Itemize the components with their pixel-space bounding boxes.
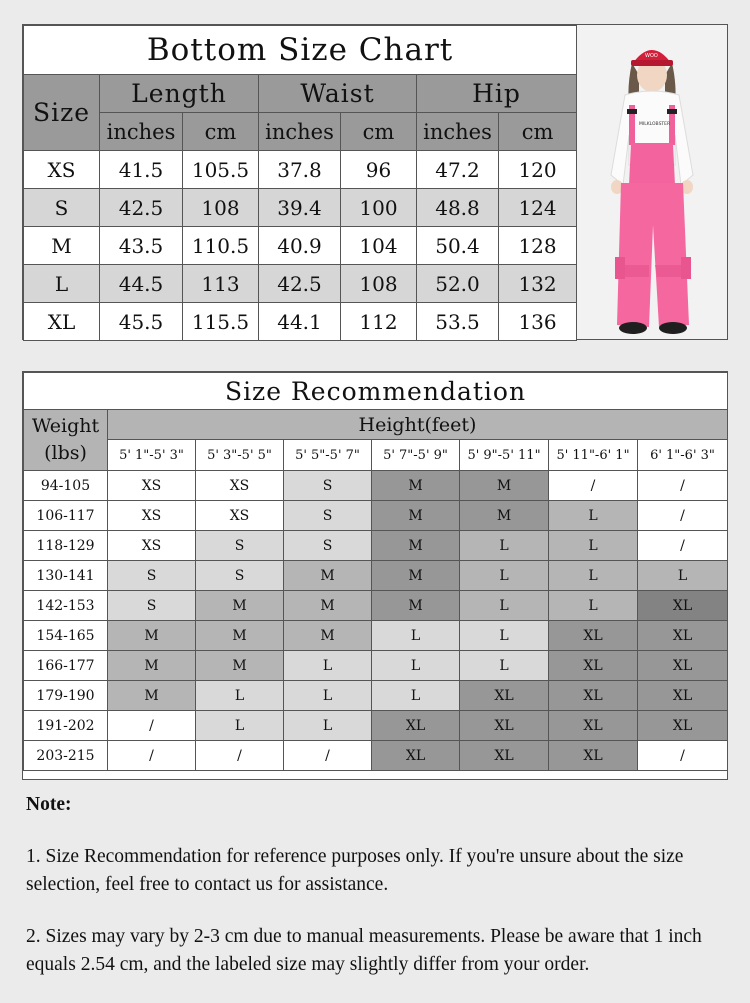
recommended-size-cell: M [108, 651, 196, 681]
notes-title: Note: [26, 794, 72, 815]
recommended-size-cell: L [372, 621, 460, 651]
size-label: L [24, 265, 100, 303]
unit-header: cm [341, 113, 417, 151]
recommended-size-cell: M [284, 591, 372, 621]
table-cell: 53.5 [417, 303, 499, 341]
recommended-size-cell: / [108, 711, 196, 741]
unit-header: cm [183, 113, 259, 151]
recommended-size-cell: L [460, 621, 549, 651]
table-row [24, 561, 728, 591]
weight-range: 130-141 [24, 561, 108, 591]
table-row [24, 151, 577, 189]
unit-header: inches [259, 113, 341, 151]
table-row [24, 741, 728, 771]
height-range-header: 5' 7"-5' 9" [372, 440, 460, 471]
recommended-size-cell: XL [460, 741, 549, 771]
recommended-size-cell: L [638, 561, 728, 591]
recommended-size-cell: M [460, 471, 549, 501]
weight-range: 191-202 [24, 711, 108, 741]
size-header: Size [24, 75, 100, 151]
table-cell: 41.5 [100, 151, 183, 189]
recommended-size-cell: / [284, 741, 372, 771]
recommended-size-cell: XL [549, 681, 638, 711]
chart-title: Bottom Size Chart [24, 26, 577, 75]
size-label: S [24, 189, 100, 227]
weight-range: 94-105 [24, 471, 108, 501]
recommended-size-cell: XL [549, 651, 638, 681]
height-range-header: 5' 1"-5' 3" [108, 440, 196, 471]
recommended-size-cell: XL [460, 681, 549, 711]
height-range-header: 5' 9"-5' 11" [460, 440, 549, 471]
size-label: XL [24, 303, 100, 341]
height-range-header: 6' 1"-6' 3" [638, 440, 728, 471]
recommended-size-cell: M [284, 621, 372, 651]
height-range-header: 5' 3"-5' 5" [196, 440, 284, 471]
recommended-size-cell: M [372, 561, 460, 591]
recommended-size-cell: XL [638, 681, 728, 711]
recommended-size-cell: M [196, 621, 284, 651]
recommended-size-cell: M [284, 561, 372, 591]
unit-header: cm [499, 113, 577, 151]
recommended-size-cell: L [196, 711, 284, 741]
recommended-size-cell: XL [638, 651, 728, 681]
unit-header: inches [417, 113, 499, 151]
recommended-size-cell: L [284, 711, 372, 741]
table-row [24, 531, 728, 561]
unit-header: inches [100, 113, 183, 151]
table-row [24, 591, 728, 621]
table-cell: 112 [341, 303, 417, 341]
recommended-size-cell: S [196, 531, 284, 561]
recommended-size-cell: S [284, 501, 372, 531]
recommended-size-cell: L [196, 681, 284, 711]
weight-range: 166-177 [24, 651, 108, 681]
weight-range: 203-215 [24, 741, 108, 771]
table-cell: 105.5 [183, 151, 259, 189]
size-label: XS [24, 151, 100, 189]
recommended-size-cell: XL [372, 711, 460, 741]
weight-range: 118-129 [24, 531, 108, 561]
recommended-size-cell: L [284, 681, 372, 711]
weight-header [24, 410, 108, 471]
recommended-size-cell: M [196, 651, 284, 681]
table-cell: 108 [341, 265, 417, 303]
recommended-size-cell: / [108, 741, 196, 771]
table-row [24, 303, 577, 341]
model-illustration [577, 25, 727, 339]
table-cell: 96 [341, 151, 417, 189]
note-item: 1. Size Recommendation for reference purposes only. If you're unsure about the size selection, feel free to contact us for assistance. [26, 846, 684, 895]
recommended-size-cell: M [372, 501, 460, 531]
waist-header: Waist [259, 75, 417, 113]
recommended-size-cell: XL [372, 741, 460, 771]
table-row [24, 501, 728, 531]
recommended-size-cell: M [372, 531, 460, 561]
recommended-size-cell: M [108, 621, 196, 651]
table-row [24, 189, 577, 227]
recommended-size-cell: / [638, 741, 728, 771]
recommended-size-cell: / [638, 501, 728, 531]
table-cell: 43.5 [100, 227, 183, 265]
recommended-size-cell: L [460, 531, 549, 561]
recommended-size-cell: / [196, 741, 284, 771]
hip-header: Hip [417, 75, 577, 113]
weight-range: 154-165 [24, 621, 108, 651]
recommended-size-cell: S [108, 561, 196, 591]
table-cell: 113 [183, 265, 259, 303]
recommended-size-cell: XS [196, 501, 284, 531]
table-cell: 48.8 [417, 189, 499, 227]
bottom-size-chart [22, 24, 728, 340]
table-row [24, 265, 577, 303]
table-cell: 47.2 [417, 151, 499, 189]
recommended-size-cell: / [638, 531, 728, 561]
table-cell: 124 [499, 189, 577, 227]
table-cell: 52.0 [417, 265, 499, 303]
recommended-size-cell: XL [549, 741, 638, 771]
recommended-size-cell: M [108, 681, 196, 711]
weight-range: 106-117 [24, 501, 108, 531]
weight-range: 179-190 [24, 681, 108, 711]
recommendation-table [23, 372, 728, 771]
recommended-size-cell: L [460, 651, 549, 681]
table-cell: 110.5 [183, 227, 259, 265]
recommended-size-cell: S [284, 531, 372, 561]
recommended-size-cell: XL [638, 591, 728, 621]
table-cell: 44.5 [100, 265, 183, 303]
size-table [23, 25, 577, 341]
height-range-header: 5' 11"-6' 1" [549, 440, 638, 471]
table-cell: 115.5 [183, 303, 259, 341]
recommended-size-cell: L [460, 561, 549, 591]
note-item: 2. Sizes may vary by 2-3 cm due to manual measurements. Please be aware that 1 inch equals 2.54 cm, and the labeled size may slightly differ from your order. [26, 926, 702, 975]
shirt-logo: MILKLOBSTER [639, 122, 671, 127]
size-recommendation [22, 371, 728, 780]
recommended-size-cell: M [372, 591, 460, 621]
recommended-size-cell: L [284, 651, 372, 681]
table-row [24, 227, 577, 265]
product-photo [577, 25, 727, 339]
recommended-size-cell: S [196, 561, 284, 591]
table-cell: 50.4 [417, 227, 499, 265]
recommended-size-cell: M [460, 501, 549, 531]
recommended-size-cell: XL [638, 621, 728, 651]
recommended-size-cell: XL [549, 621, 638, 651]
table-cell: 39.4 [259, 189, 341, 227]
table-row [24, 621, 728, 651]
table-cell: 40.9 [259, 227, 341, 265]
height-range-header: 5' 5"-5' 7" [284, 440, 372, 471]
recommended-size-cell: L [372, 681, 460, 711]
recommended-size-cell: S [108, 591, 196, 621]
weight-range: 142-153 [24, 591, 108, 621]
table-cell: 132 [499, 265, 577, 303]
recommended-size-cell: XL [549, 711, 638, 741]
height-header: Height(feet) [108, 410, 728, 440]
recommended-size-cell: L [372, 651, 460, 681]
notes-section [26, 791, 726, 1003]
table-cell: 108 [183, 189, 259, 227]
recommended-size-cell: L [549, 531, 638, 561]
recommended-size-cell: / [638, 471, 728, 501]
recommended-size-cell: S [284, 471, 372, 501]
recommended-size-cell: XL [638, 711, 728, 741]
table-cell: 37.8 [259, 151, 341, 189]
recommended-size-cell: / [549, 471, 638, 501]
table-row [24, 651, 728, 681]
recommended-size-cell: XS [108, 471, 196, 501]
table-cell: 104 [341, 227, 417, 265]
table-cell: 100 [341, 189, 417, 227]
cap-logo: WOO [645, 53, 658, 59]
table-row [24, 471, 728, 501]
length-header: Length [100, 75, 259, 113]
recommended-size-cell: L [549, 591, 638, 621]
table-row [24, 711, 728, 741]
table-cell: 120 [499, 151, 577, 189]
recommended-size-cell: L [549, 561, 638, 591]
table-cell: 44.1 [259, 303, 341, 341]
table-cell: 128 [499, 227, 577, 265]
weight-header-line1: Weight [31, 415, 100, 437]
table-row [24, 681, 728, 711]
recommendation-title: Size Recommendation [24, 373, 728, 410]
table-cell: 42.5 [100, 189, 183, 227]
recommended-size-cell: XS [196, 471, 284, 501]
table-cell: 45.5 [100, 303, 183, 341]
table-cell: 136 [499, 303, 577, 341]
table-cell: 42.5 [259, 265, 341, 303]
recommended-size-cell: M [372, 471, 460, 501]
weight-header-line2: (lbs) [44, 442, 87, 464]
recommended-size-cell: M [196, 591, 284, 621]
recommended-size-cell: XL [460, 711, 549, 741]
recommended-size-cell: XS [108, 531, 196, 561]
recommended-size-cell: XS [108, 501, 196, 531]
size-label: M [24, 227, 100, 265]
recommended-size-cell: L [460, 591, 549, 621]
recommended-size-cell: L [549, 501, 638, 531]
